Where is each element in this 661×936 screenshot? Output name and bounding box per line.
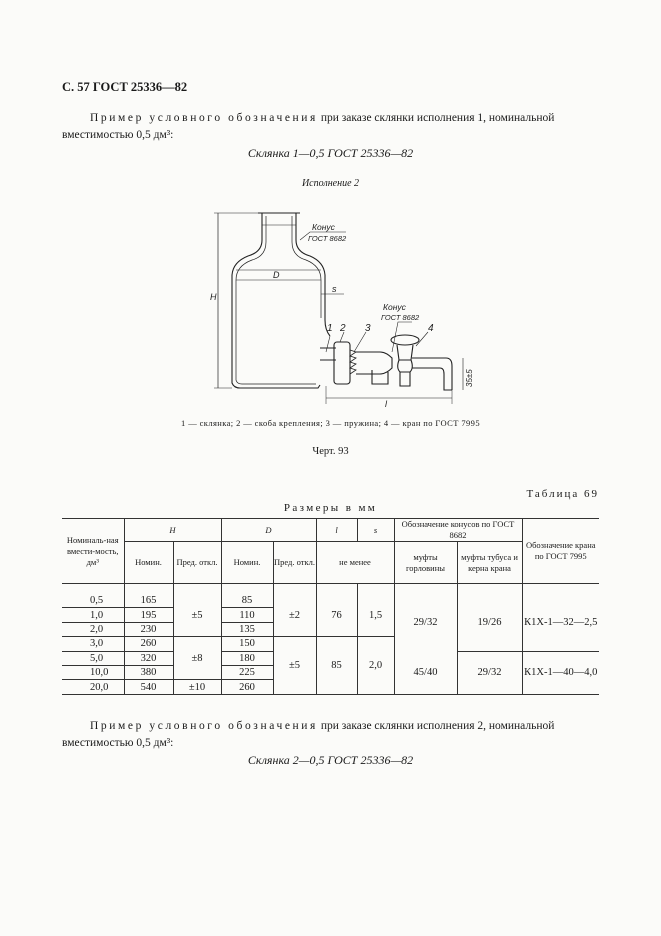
leader-cone-tap: [392, 322, 412, 352]
cell-H: 320: [124, 651, 173, 665]
figure-subtitle: Исполнение 2: [301, 178, 360, 189]
cell-H-tol: ±8: [173, 637, 221, 680]
cell-tubus: 19/26: [457, 594, 522, 651]
cell-tap: К1Х-1—40—4,0: [522, 651, 599, 694]
header-D-tol: Пред. откл.: [273, 542, 316, 584]
header-nominal: Номиналь-ная вмести-мость, дм³: [62, 519, 124, 584]
cell-D: 180: [221, 651, 273, 665]
tap-stem: [397, 345, 413, 360]
cell-H-tol: ±5: [173, 594, 221, 637]
cell-D: 225: [221, 665, 273, 679]
figure-caption: 1 — склянка; 2 — скоба крепления; 3 — пружина; 4 — кран по ГОСТ 7995: [181, 418, 480, 428]
cell-capacity: 10,0: [62, 665, 124, 679]
cell-l: 85: [316, 637, 357, 695]
cell-H: 540: [124, 680, 173, 694]
example-text-2: при заказе склянки исполнения 2, номинальной вместимостью 0,5 дм³:: [62, 720, 555, 749]
header-D-nomin: Номин.: [221, 542, 273, 584]
label-l: l: [385, 399, 387, 409]
header-neck: муфты горловины: [394, 542, 457, 584]
header-H-nomin: Номин.: [124, 542, 173, 584]
label-H: H: [210, 292, 217, 302]
label-pos-2: 2: [340, 323, 346, 334]
bottle-drawing: [200, 200, 480, 415]
header-H-tol: Пред. откл.: [173, 542, 221, 584]
cell-capacity: 5,0: [62, 651, 124, 665]
header-l: l: [316, 519, 357, 542]
header-s: s: [357, 519, 394, 542]
dimensions-table: [62, 518, 599, 695]
example-lead-1: Пример условного обозначения: [90, 112, 318, 124]
example-paragraph-1: [62, 110, 599, 144]
spring: [350, 350, 356, 374]
cell-capacity: 1,0: [62, 608, 124, 622]
header-tap: Обозначение крана по ГОСТ 7995: [522, 519, 599, 584]
label-pos-3: 3: [365, 323, 371, 334]
leader-1: [326, 336, 330, 352]
cell-l: 76: [316, 594, 357, 637]
cell-H-tol: ±10: [173, 680, 221, 694]
clamp: [334, 342, 350, 384]
header-D: D: [221, 519, 316, 542]
header-H: H: [124, 519, 221, 542]
cell-D-tol: ±5: [273, 637, 316, 695]
designation-1: Склянка 1—0,5 ГОСТ 25336—82: [247, 146, 414, 160]
cell-capacity: 20,0: [62, 680, 124, 694]
bottle-inner-left: [236, 216, 316, 384]
label-pos-4: 4: [428, 323, 434, 334]
bottle-left-contour: [232, 213, 320, 388]
cell-tap: К1Х-1—32—2,5: [522, 594, 599, 651]
header-cones: Обозначение конусов по ГОСТ 8682: [394, 519, 522, 542]
label-s: s: [332, 284, 337, 294]
cell-s: 2,0: [357, 637, 394, 695]
tap-key: [398, 360, 413, 372]
cell-neck: 45/40: [394, 651, 457, 694]
cell-H: 380: [124, 665, 173, 679]
label-cone-tap: Конус: [383, 302, 406, 312]
example-text-1: при заказе склянки исполнения 1, номинальной вместимостью 0,5 дм³:: [62, 112, 555, 141]
leader-4: [416, 332, 428, 346]
label-cone-tap-std: ГОСТ 8682: [381, 313, 420, 322]
cell-H: 165: [124, 594, 173, 608]
cell-H: 230: [124, 622, 173, 636]
page-header: С. 57 ГОСТ 25336—82: [62, 80, 188, 94]
cell-D: 260: [221, 680, 273, 694]
cell-tubus: 29/32: [457, 651, 522, 694]
cell-capacity: 0,5: [62, 594, 124, 608]
header-tubus: муфты тубуса и керна крана: [457, 542, 522, 584]
cell-s: 1,5: [357, 594, 394, 637]
cell-H: 195: [124, 608, 173, 622]
label-35: 35±5: [465, 369, 474, 387]
tap-lower: [400, 372, 410, 386]
cell-D: 110: [221, 608, 273, 622]
cell-D-tol: ±2: [273, 594, 316, 637]
cell-neck: 29/32: [394, 594, 457, 651]
tap-plug: [356, 352, 392, 374]
outlet-pipe: [412, 358, 452, 390]
cell-D: 85: [221, 594, 273, 608]
designation-2: Склянка 2—0,5 ГОСТ 25336—82: [247, 753, 414, 767]
label-cone-top-std: ГОСТ 8682: [308, 234, 347, 243]
cell-capacity: 2,0: [62, 622, 124, 636]
cell-D: 150: [221, 637, 273, 651]
cell-capacity: 3,0: [62, 637, 124, 651]
table-label: Таблица 69: [526, 488, 599, 500]
table-title: Размеры в мм: [283, 502, 378, 514]
label-D: D: [273, 270, 280, 280]
label-pos-1: 1: [327, 323, 333, 334]
cell-H: 260: [124, 637, 173, 651]
leader-3: [354, 332, 366, 352]
cell-D: 135: [221, 622, 273, 636]
label-cone-top: Конус: [312, 222, 335, 232]
header-ne-menee: не менее: [316, 542, 394, 584]
example-lead-2: Пример условного обозначения: [90, 720, 318, 732]
figure-label: Черт. 93: [312, 446, 349, 457]
example-paragraph-2: [62, 718, 599, 752]
